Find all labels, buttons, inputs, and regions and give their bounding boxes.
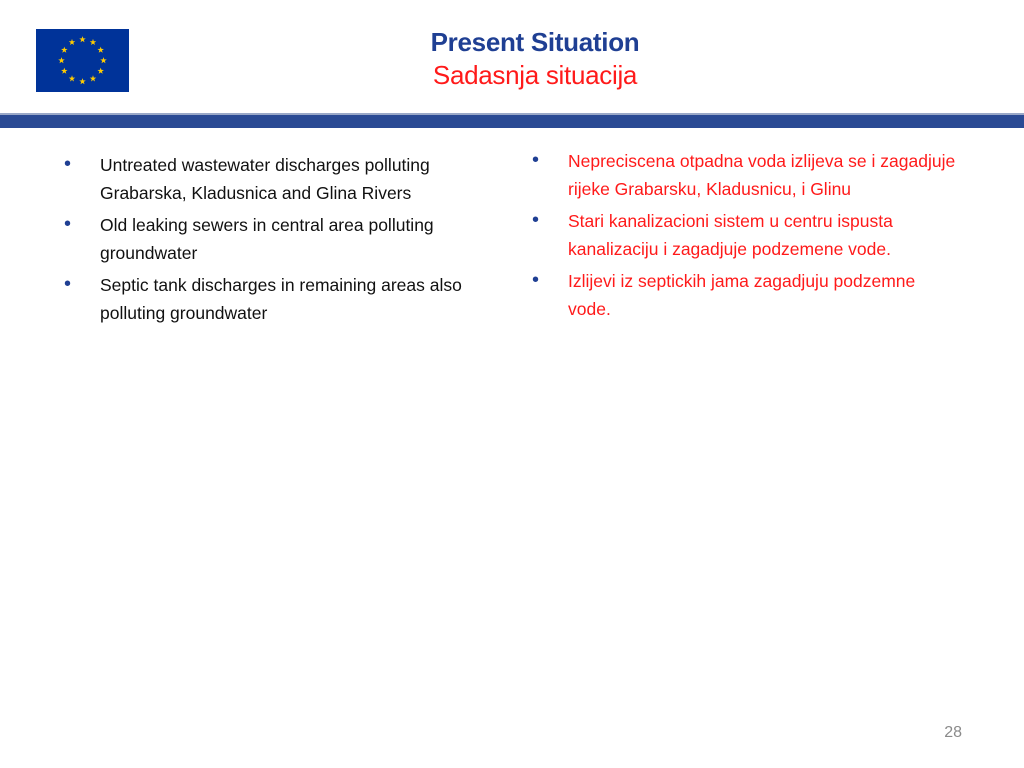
bullet-text: Septic tank discharges in remaining areas also polluting groundwater (100, 275, 462, 323)
bullet-icon: • (532, 209, 540, 231)
bullet-item (530, 208, 960, 263)
title-block (300, 26, 770, 92)
header-divider-bar (0, 115, 1024, 128)
slide-title: Present Situation (430, 27, 640, 57)
page-number: 28 (944, 724, 962, 741)
bullet-icon: • (532, 149, 540, 171)
local-bullet-list (530, 148, 960, 328)
bullet-item (530, 148, 960, 203)
bullet-icon: • (64, 153, 72, 175)
slide-subtitle: Sadasnja situacija (432, 60, 638, 90)
bullet-item (530, 268, 960, 323)
bullet-text: Old leaking sewers in central area polluting groundwater (100, 215, 434, 263)
bullet-text: Untreated wastewater discharges polluting Grabarska, Kladusnica and Glina Rivers (100, 155, 430, 203)
english-bullet-list (62, 152, 492, 332)
bullet-text: Stari kanalizacioni sistem u centru ispusta kanalizaciju i zagadjuje podzemene vode. (568, 211, 893, 259)
bullet-item (62, 152, 492, 207)
bullet-icon: • (532, 269, 540, 291)
bullet-item (62, 272, 492, 327)
bullet-icon: • (64, 273, 72, 295)
bullet-text: Nepreciscena otpadna voda izlijeva se i zagadjuje rijeke Grabarsku, Kladusnicu, i Glinu (568, 151, 956, 199)
bullet-icon: • (64, 213, 72, 235)
eu-flag-icon (36, 29, 129, 92)
bullet-text: Izlijevi iz septickih jama zagadjuju podzemne vode. (568, 271, 916, 319)
bullet-item (62, 212, 492, 267)
